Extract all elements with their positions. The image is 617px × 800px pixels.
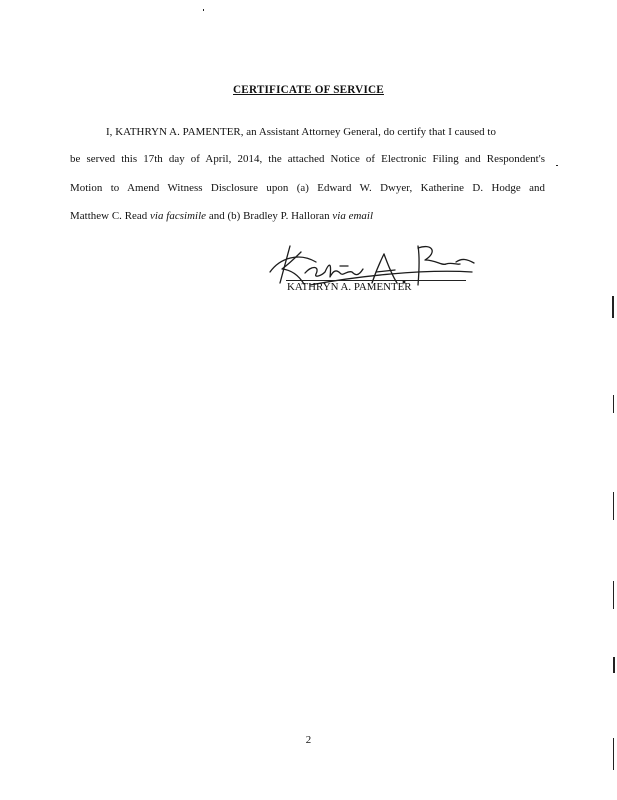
body-line-1: I, KATHRYN A. PAMENTER, an Assistant Attorney General, do certify that I caused to: [106, 126, 496, 138]
scan-mark: [613, 492, 614, 520]
scan-mark: [613, 657, 615, 673]
certificate-title: CERTIFICATE OF SERVICE: [233, 84, 384, 96]
service-recipient-text-2: and (b) Bradley P. Halloran: [206, 210, 333, 222]
scan-mark: [613, 395, 614, 413]
service-method-facsimile: via facsimile: [150, 210, 207, 222]
scan-mark: [613, 581, 614, 609]
scan-mark: [612, 296, 614, 318]
scan-dot: [203, 9, 204, 11]
signer-name: KATHRYN A. PAMENTER: [287, 281, 412, 293]
body-line-3: Motion to Amend Witness Disclosure upon (a) Edward W. Dwyer, Katherine D. Hodge and: [70, 182, 545, 194]
scan-mark: [613, 738, 614, 770]
page-number: 2: [305, 734, 312, 746]
service-method-email: via email: [332, 210, 374, 222]
body-line-2: be served this 17th day of April, 2014, the attached Notice of Electronic Filing and Respondent's: [70, 153, 545, 165]
body-line-4: [70, 209, 373, 223]
scan-dot: [556, 165, 558, 166]
service-recipient-text-1: Matthew C. Read: [70, 210, 151, 222]
